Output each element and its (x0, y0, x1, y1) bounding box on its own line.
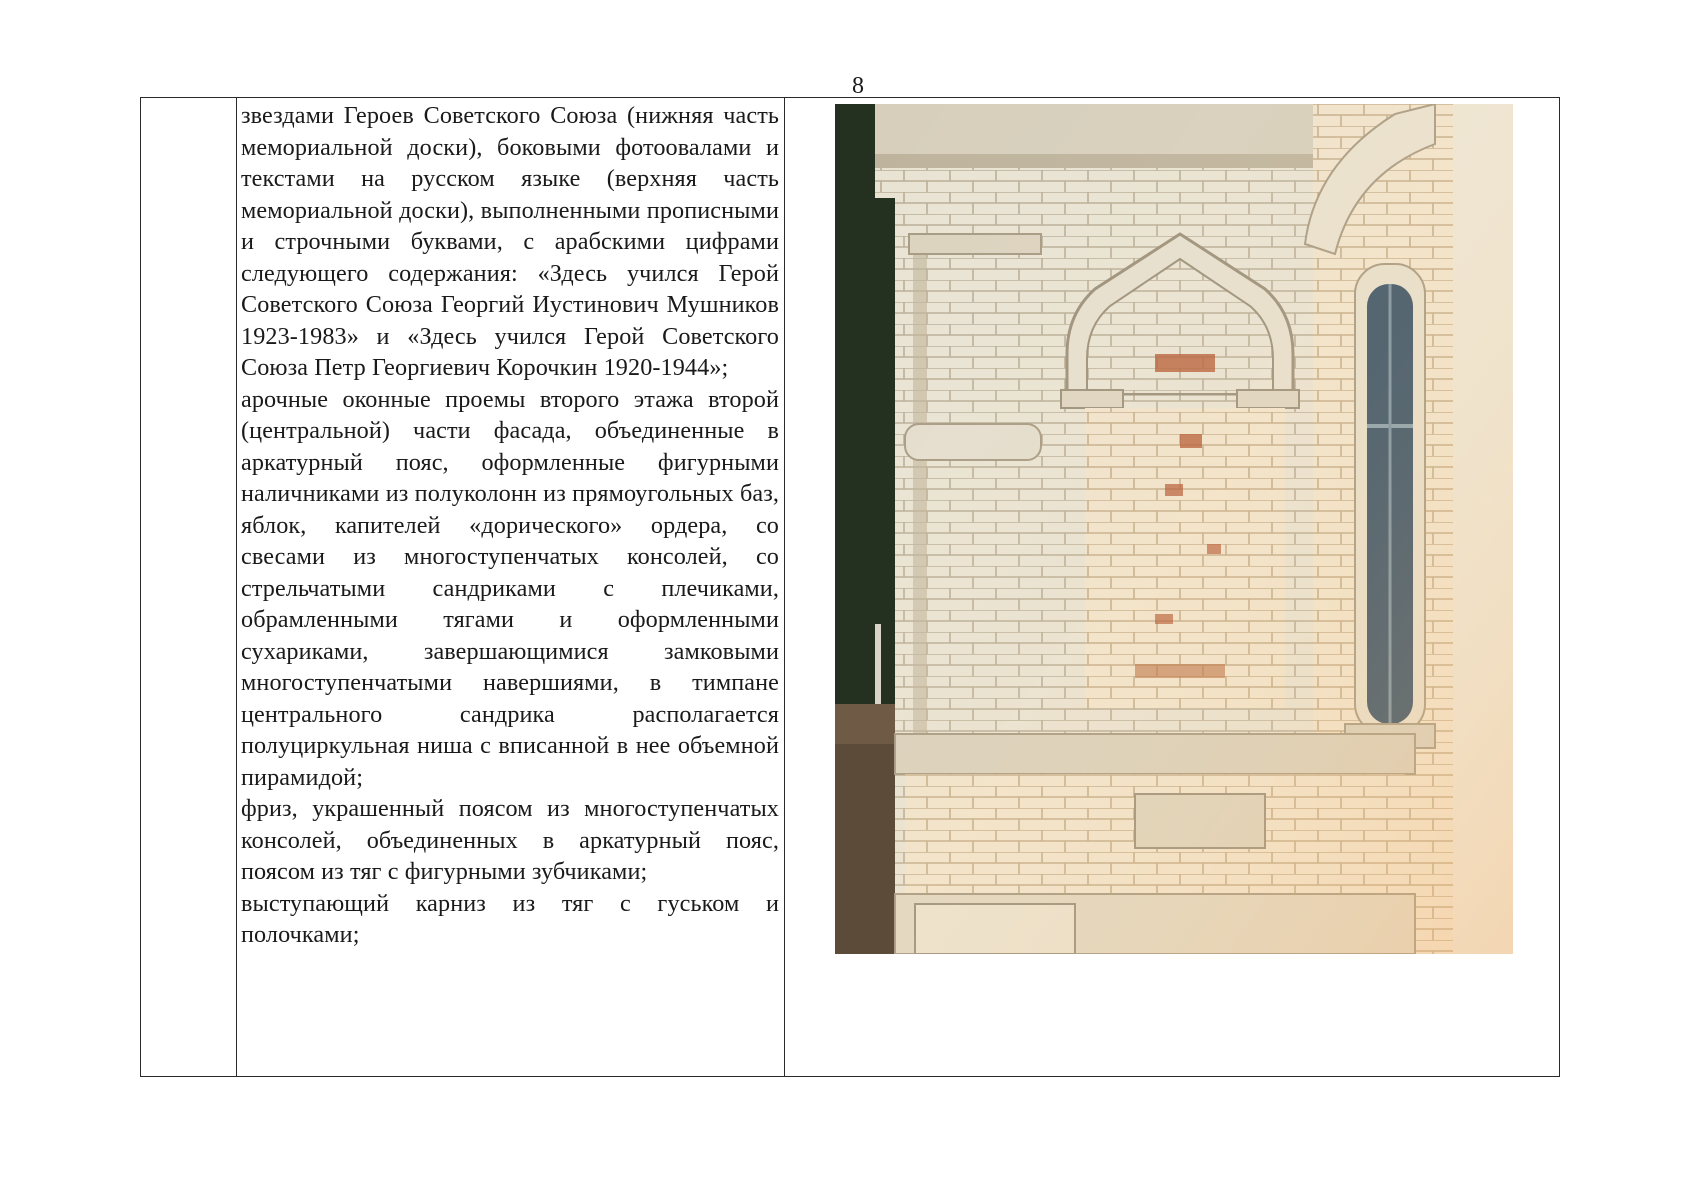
column-divider-left (236, 98, 237, 1076)
description-cell (241, 100, 779, 951)
paragraph-frieze: фриз, украшенный поясом из многоступенчатых консолей, объединенных в аркатурный пояс, поясом из тяг с фигурными зубчиками; (241, 795, 779, 885)
paragraph-window-openings: арочные оконные проемы второго этажа второй (центральной) части фасада, объединенные в аркатурный пояс, оформленные фигурными наличниками из полуколонн из прямоугольных баз, яблок, капителей «дорического» ордера, со свесами из многоступенчатых консолей, со стрельчатыми сандриками с плечиками, обрамленными тягами и оформленными сухариками, завершающимися замковыми многоступенчатыми навершиями, в тимпане центрального сандрика располагается полуциркульная ниша с вписанной в нее объемной пирамидой; (241, 385, 779, 791)
facade-photo-illustration (835, 104, 1513, 954)
document-table (140, 97, 1560, 1077)
column-divider-right (784, 98, 785, 1076)
facade-photo (835, 104, 1513, 954)
paragraph-cornice: выступающий карниз из тяг с гуськом и полочками; (241, 889, 779, 948)
paragraph-memorial-plaque: звездами Героев Советского Союза (нижняя часть мемориальной доски), боковыми фотоовалами и текстами на русском языке (верхняя часть мемориальной доски), выполненными прописными и строчными буквами, с арабскими цифрами следующего содержания: «Здесь учился Герой Советского Союза Георгий Иустинович Мушников 1923-1983» и «Здесь учился Герой Советского Союза Петр Георгиевич Корочкин 1920-1944»; (241, 102, 779, 381)
page-number: 8 (852, 73, 864, 99)
